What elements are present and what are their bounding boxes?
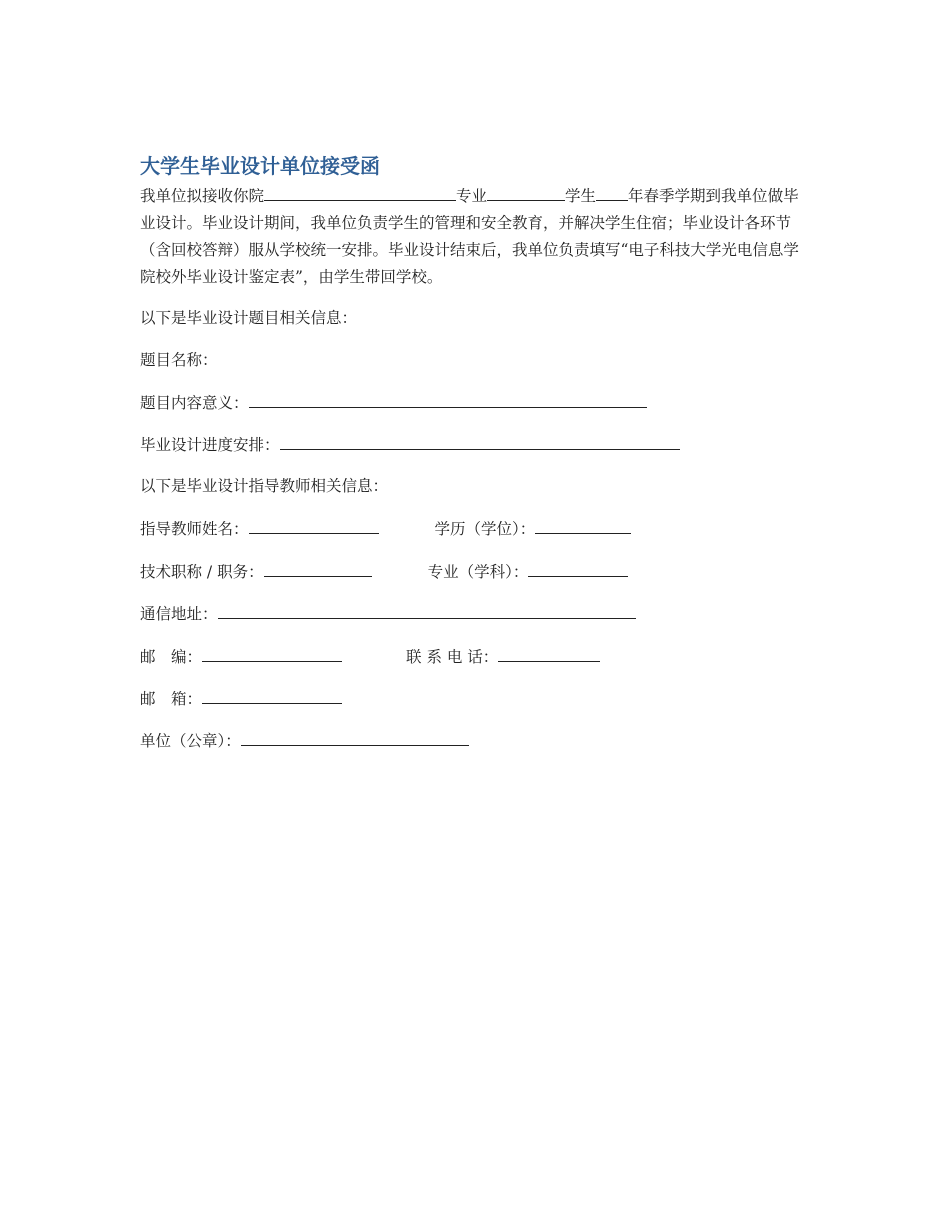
phone-label: 联 系 电 话： [406,648,499,666]
email-blank[interactable] [202,687,342,704]
teacher-name-row [140,517,631,540]
topic-meaning-blank[interactable] [249,391,647,408]
title-position-blank[interactable] [264,560,372,577]
schedule-label: 毕业设计进度安排： [140,436,280,454]
degree-blank[interactable] [535,517,631,534]
major-label: 专业（学科）： [427,563,529,581]
intro-paragraph [140,183,810,291]
schedule-row [140,433,680,456]
document-title: 大学生毕业设计单位接受函 [140,154,380,178]
address-blank[interactable] [218,602,636,619]
unit-seal-label: 单位（公章）： [140,732,241,750]
college-blank[interactable] [264,184,456,201]
postcode-row [140,645,600,668]
major-subject-blank[interactable] [528,560,628,577]
email-row [140,687,342,710]
topic-info-header: 以下是毕业设计题目相关信息： [140,309,358,327]
postcode-label: 邮 编： [140,648,203,666]
email-label: 邮 箱： [140,690,203,708]
major-blank[interactable] [487,184,565,201]
teacher-name-blank[interactable] [249,517,379,534]
intro-text-4: 年春季学期到我单位 [628,187,768,205]
phone-blank[interactable] [498,645,600,662]
address-label: 通信地址： [140,605,218,623]
teacher-info-header: 以下是毕业设计指导教师相关信息： [140,477,389,495]
degree-label: 学历（学位）： [434,520,536,538]
postcode-blank[interactable] [202,645,342,662]
intro-text-3: 学生 [565,187,597,205]
topic-meaning-label: 题目内容意义： [140,394,249,412]
intro-text-2: 专业 [456,187,488,205]
address-row [140,602,636,625]
topic-meaning-row [140,391,647,414]
year-blank[interactable] [596,184,628,201]
title-position-label: 技术职称 / 职务： [140,563,264,581]
schedule-blank[interactable] [280,433,680,450]
topic-name-row [140,349,218,371]
teacher-name-label: 指导教师姓名： [140,520,249,538]
intro-text-rest: 做毕业设计。毕业设计期间，我单位负责学生的管理和安全教育，并解决学生住宿；毕业设计各环节（含回校答辩）服从学校统一安排。毕业设计结束后，我单位负责填写“电子科技大学光电信息学院校外毕业设计鉴定表”，由学生带回学校。 [140,187,799,286]
unit-seal-blank[interactable] [241,729,469,746]
topic-name-label: 题目名称： [140,351,218,369]
intro-text-1: 我单位拟接收你院 [140,187,265,205]
title-position-row [140,560,628,583]
unit-seal-row [140,729,469,752]
